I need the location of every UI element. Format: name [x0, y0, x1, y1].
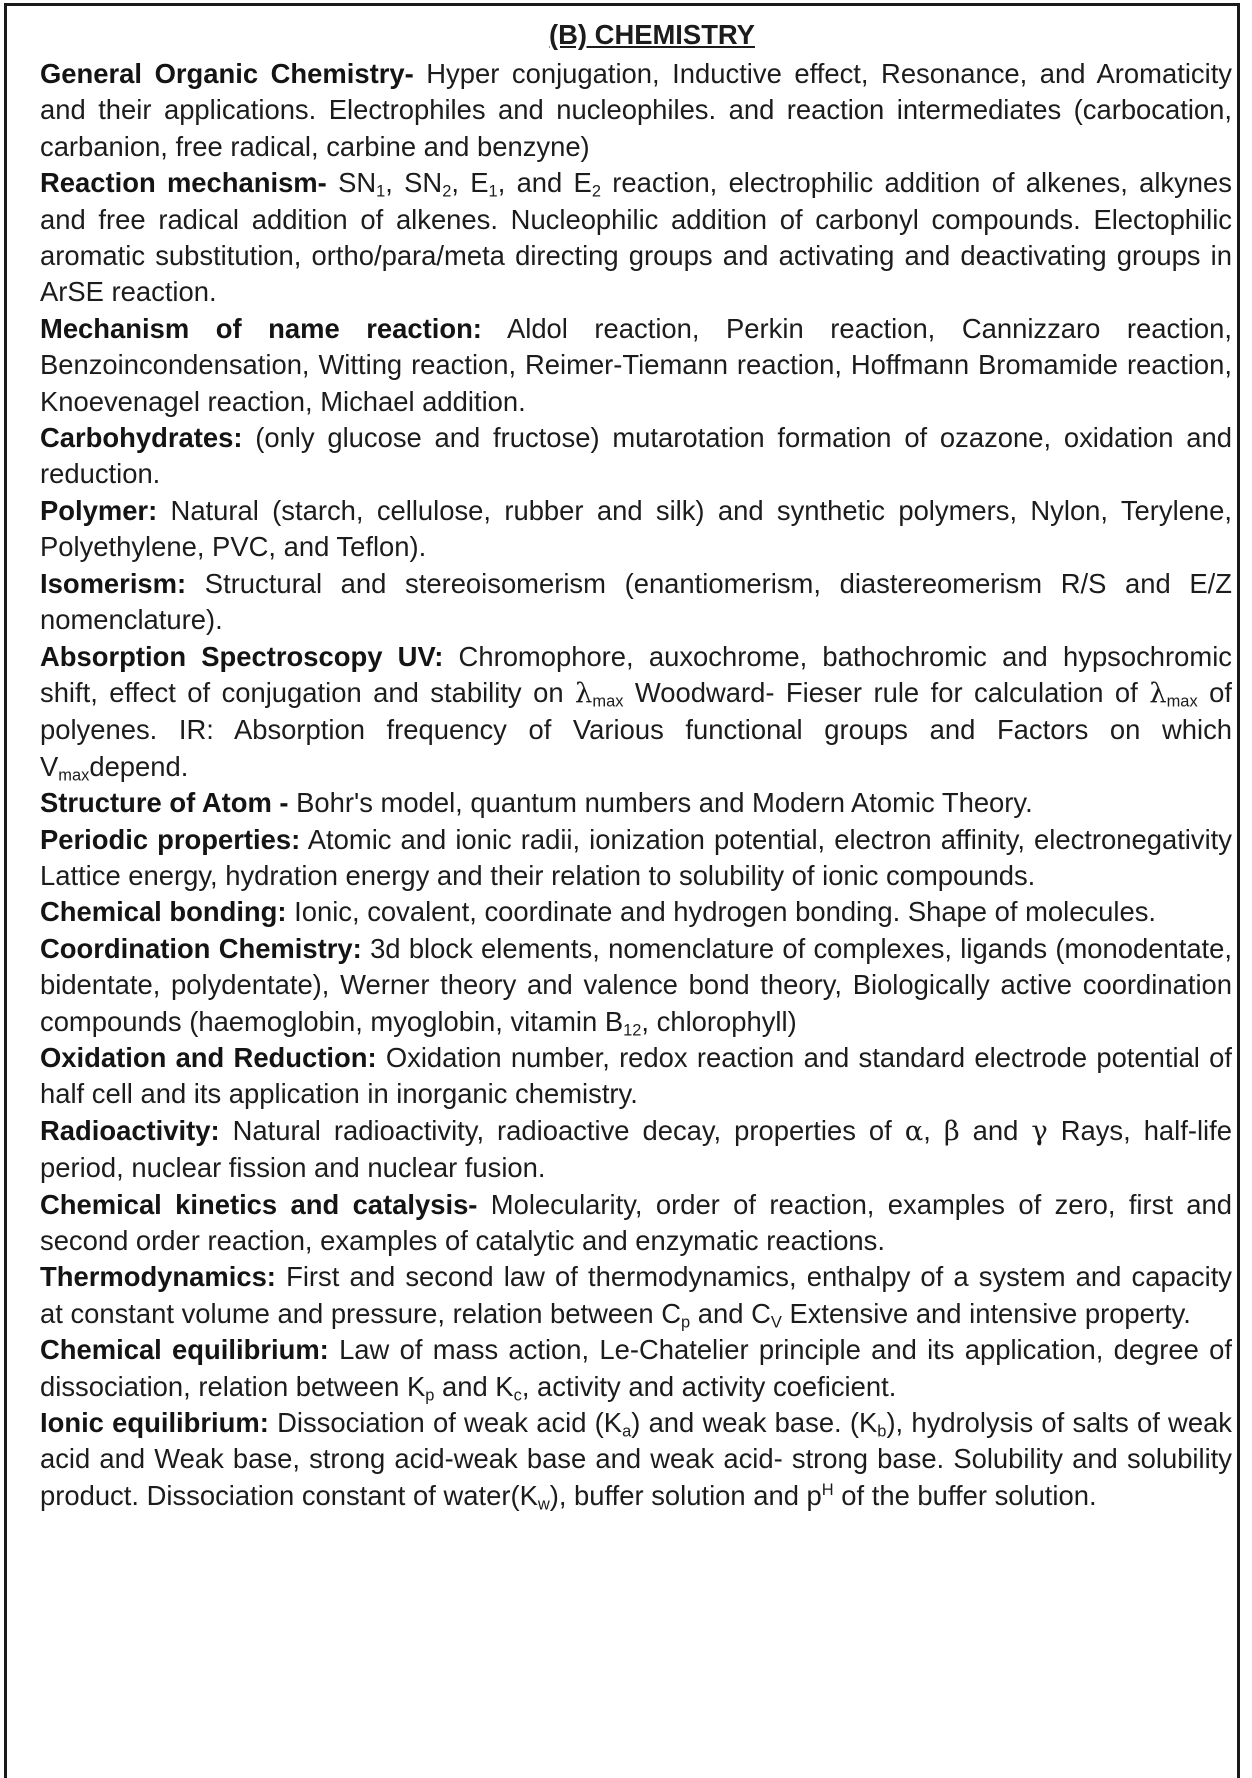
section-body: Bohr's model, quantum numbers and Modern Atomic Theory. — [288, 787, 1033, 819]
section-polymer — [40, 493, 1232, 566]
section-body: Structural and stereoisomerism (enantiomerism, diastereomerism R/S and E/Z nomenclature). — [40, 567, 1232, 636]
section-oxidation-and-reduction — [40, 1040, 1232, 1113]
section-heading: Thermodynamics: — [40, 1261, 276, 1293]
section-coordination-chemistry: Coordination Chemistry: 3d block elements, nomenclature of complexes, ligands (monodentate, bidentate, polydentate), Werner theory and valence bond theory, Biologically active coordination compounds (haemoglobin, myoglobin, vitamin $B_{12}$, chlorophyll) — [40, 932, 1233, 1040]
section-body: Natural (starch, cellulose, rubber and silk) and synthetic polymers, Nylon, Terylene, Polyethylene, PVC, and Teflon). — [40, 494, 1232, 563]
section-radioactivity: Radioactivity: Natural radioactivity, radioactive decay, properties of α, β and γ Rays, half-life period, nuclear fission and nuclear fusion. — [40, 1114, 1232, 1184]
section-isomerism — [40, 566, 1232, 639]
section-thermodynamics: Thermodynamics: First and second law of thermodynamics, enthalpy of a system and capacity at constant volume and pressure, relation between $C_p$ and $C_V$ Extensive and intensive property. — [40, 1261, 1232, 1332]
section-reaction-mechanism: Reaction mechanism- $SN_1$, $SN_2$, $E_1$, and $E_2$ reaction, electrophilic addition of alkenes, alkynes and free radical addition of alkenes. Nucleophilic addition of carbonyl compounds. Electophilic aromatic substitution, ortho/para/meta directing groups and activating and deactivating groups in ArSE reaction. — [40, 167, 1232, 308]
section-ionic-equilibrium: Ionic equilibrium: Dissociation of weak acid $(K_a)$ and weak base. $(K_b)$, hydrolysis of salts of weak acid and Weak base, strong acid-weak base and weak acid- strong base. Solubility and solubility product. Dissociation constant of $water(K_w)$, buffer solution and $p^H$ of the buffer solution. — [40, 1407, 1232, 1514]
section-heading: Reaction mechanism- — [40, 167, 327, 199]
section-body: (only glucose and fructose) mutarotation formation of ozazone, oxidation and reduction. — [40, 422, 1232, 490]
section-chemical-kinetics — [40, 1187, 1232, 1260]
page-title: (B) CHEMISTRY — [549, 19, 755, 50]
section-mechanism-of-name-reaction — [40, 311, 1232, 420]
syllabus-document — [40, 16, 1232, 1514]
section-heading: Radioactivity: — [40, 1114, 220, 1146]
section-heading: Chemical kinetics and catalysis- — [40, 1188, 478, 1220]
section-heading: Periodic properties: — [40, 823, 301, 855]
section-heading: Chemical bonding: — [40, 896, 287, 928]
section-chemical-bonding — [40, 894, 1232, 930]
section-heading: Carbohydrates: — [40, 422, 243, 454]
section-heading: Absorption Spectroscopy UV: — [40, 640, 444, 672]
section-structure-of-atom — [40, 785, 1232, 821]
section-body: Aldol reaction, Perkin reaction, Cannizzaro reaction, Benzoincondensation, Witting reaction, Reimer-Tiemann reaction, Hoffmann Bromamide reaction, Knoevenagel reaction, Michael addition. — [40, 312, 1232, 417]
section-body: Molecularity, order of reaction, examples of zero, first and second order reaction, examples of catalytic and enzymatic reactions. — [40, 1188, 1232, 1256]
section-chemical-equilibrium: Chemical equilibrium: Law of mass action, Le-Chatelier principle and its application, degree of dissociation, relation between $K_p$ and $K_c$, activity and activity coeficient. — [40, 1334, 1232, 1405]
section-heading: Oxidation and Reduction: — [40, 1041, 377, 1073]
section-body: Hyper conjugation, Inductive effect, Resonance, and Aromaticity and their applications. Electrophiles and nucleophiles. and reaction intermediates (carbocation, carbanion, free radical, carbine and benzyne) — [40, 58, 1232, 162]
section-carbohydrates — [40, 420, 1232, 493]
section-heading: Polymer: — [40, 494, 158, 526]
section-heading: Mechanism of name reaction: — [40, 312, 482, 344]
section-heading: Ionic equilibrium: — [40, 1407, 269, 1439]
section-periodic-properties — [40, 822, 1232, 895]
section-heading: General Organic Chemistry- — [40, 58, 414, 89]
section-body: Oxidation number, redox reaction and standard electrode potential of half cell and its application in inorganic chemistry. — [40, 1041, 1233, 1110]
section-heading: Chemical equilibrium: — [40, 1334, 329, 1366]
section-heading: Structure of Atom - — [40, 787, 289, 819]
section-body: Atomic and ionic radii, ionization potential, electron affinity, electronegativity Lattice energy, hydration energy and their relation to solubility of ionic compounds. — [40, 823, 1232, 891]
section-general-organic-chemistry — [40, 56, 1232, 165]
section-absorption-spectroscopy: Absorption Spectroscopy UV: Chromophore, auxochrome, bathochromic and hypsochromic shift, effect of conjugation and stability on $\lambda_{max}$ Woodward- Fieser rule for calculation of $\lambda_{max}$ of polyenes. IR: Absorption frequency of Various functional groups and Factors on which $V_{max}depend$. — [40, 640, 1232, 785]
section-body: Ionic, covalent, coordinate and hydrogen bonding. Shape of molecules. — [286, 896, 1157, 928]
section-heading: Isomerism: — [40, 567, 187, 599]
section-heading: Coordination Chemistry: — [40, 932, 362, 964]
